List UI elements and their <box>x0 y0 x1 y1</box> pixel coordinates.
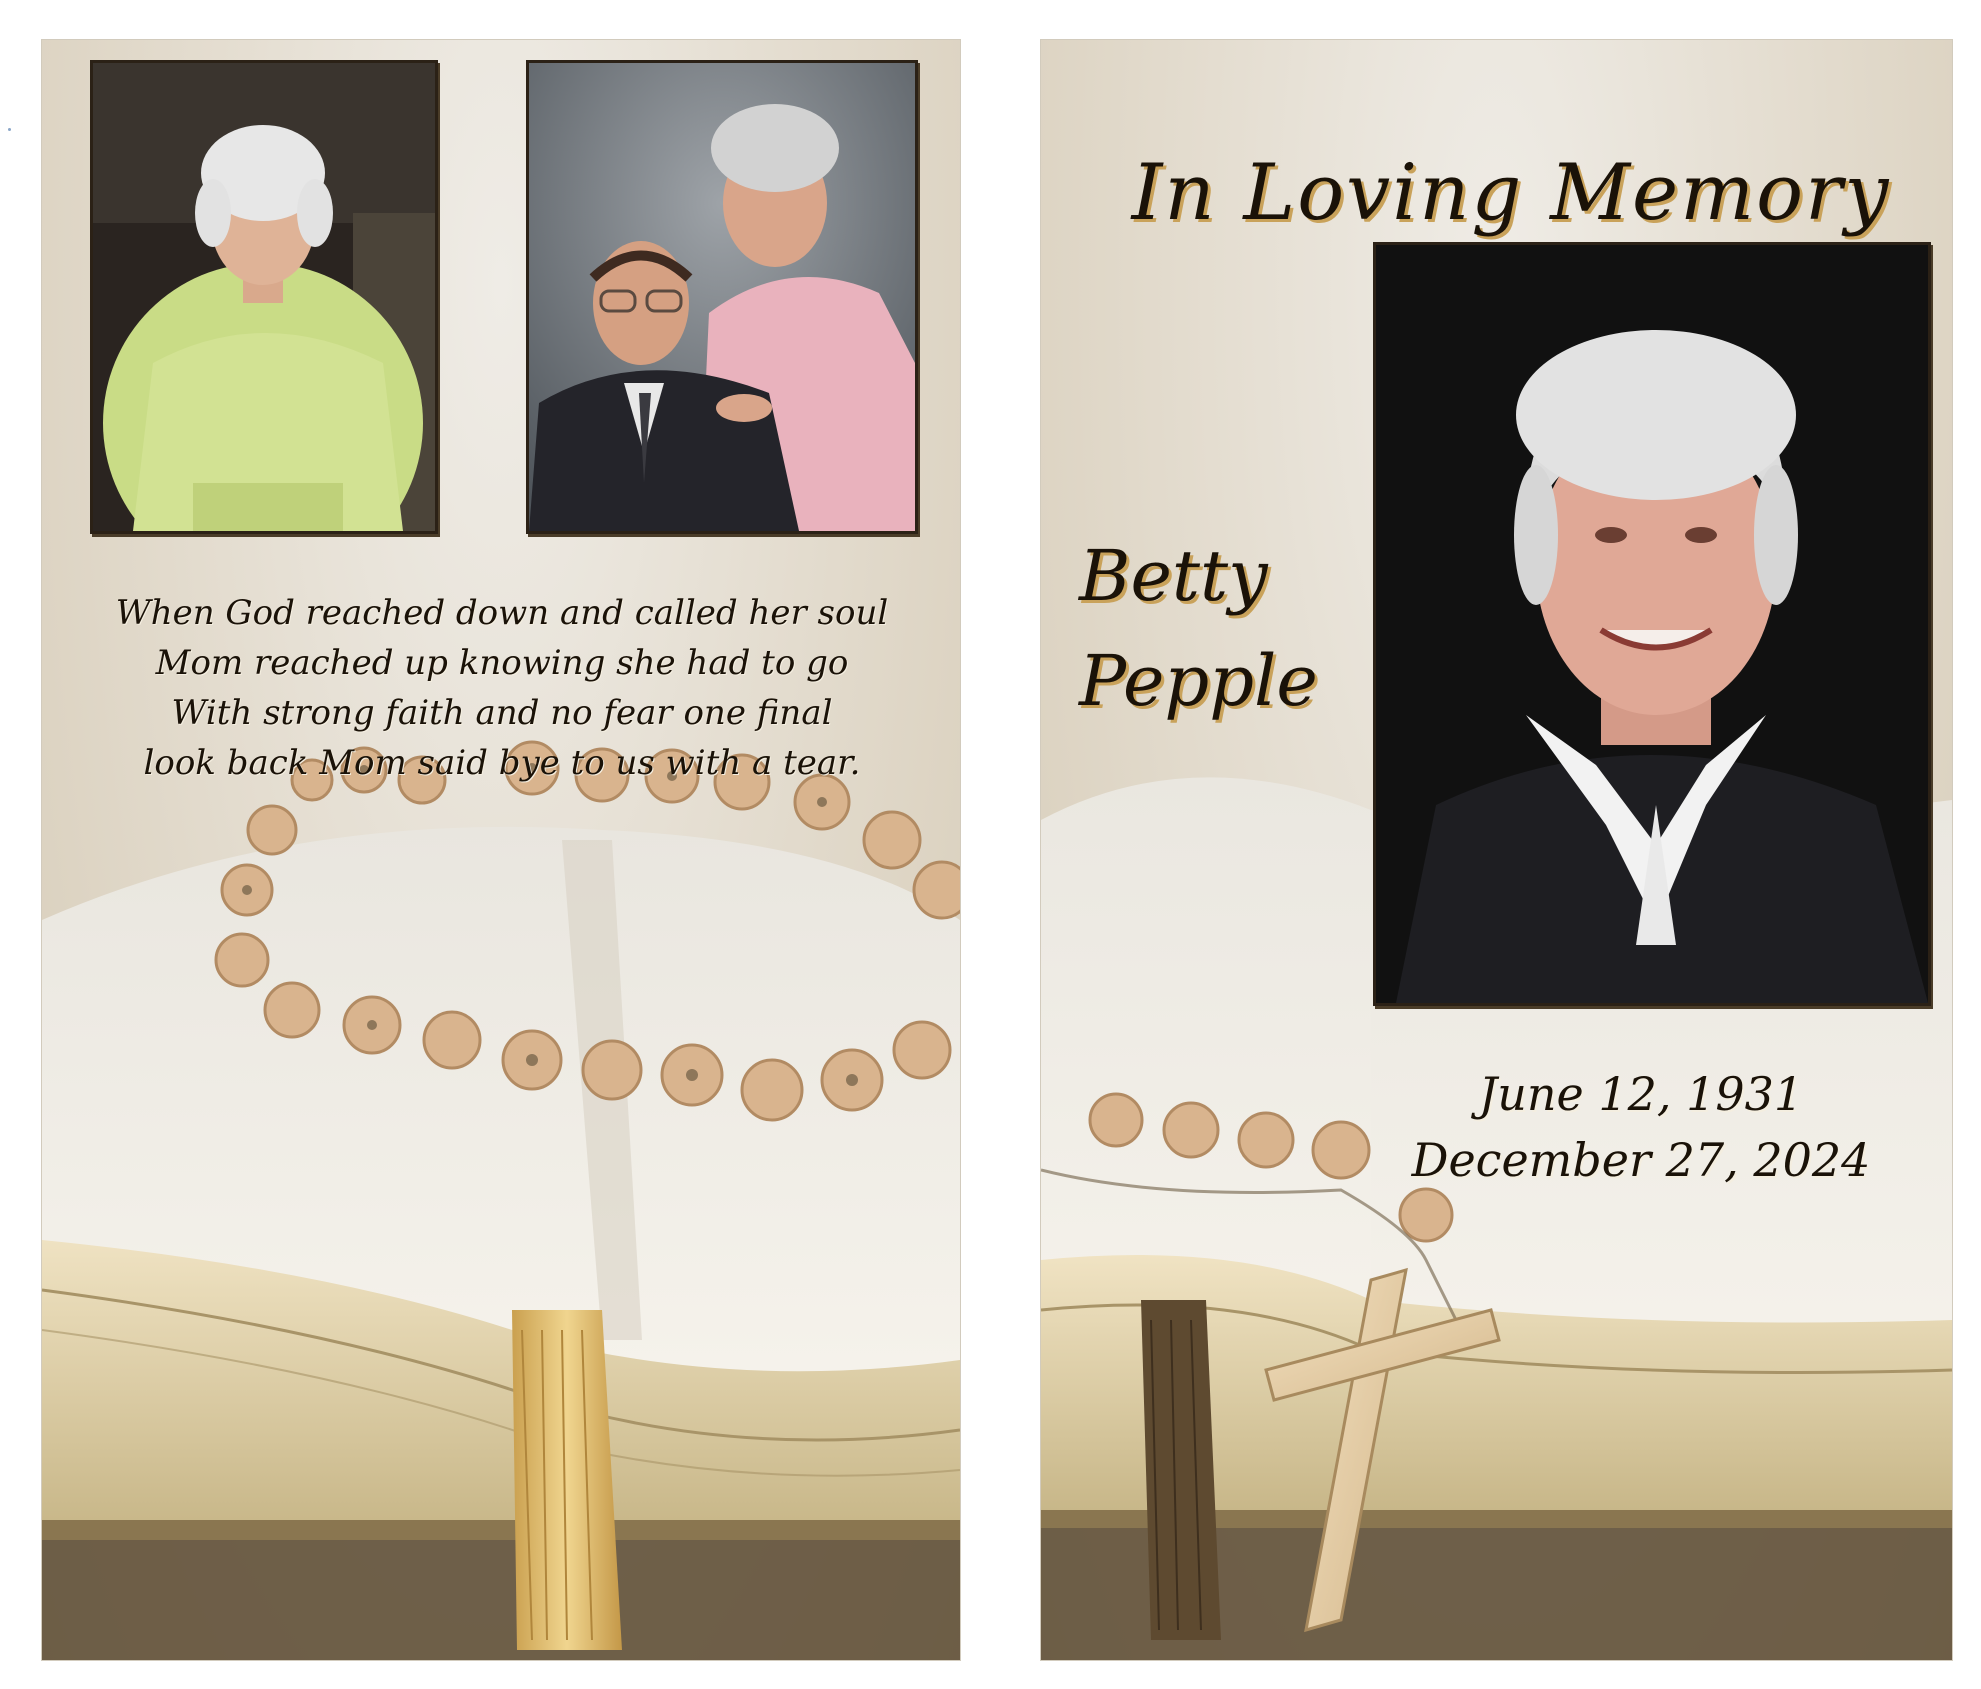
poem-line: Mom reached up knowing she had to go <box>155 643 849 683</box>
photo-couple <box>526 60 918 534</box>
card-title: In Loving Memory <box>1131 148 1891 238</box>
photo-woman-seated <box>90 60 438 534</box>
scan-fleck <box>8 128 11 131</box>
first-name: Betty <box>1079 535 1268 617</box>
memorial-poem <box>102 588 902 788</box>
poem-line: With strong faith and no fear one final <box>171 693 833 733</box>
death-date: December 27, 2024 <box>1411 1133 1871 1187</box>
last-name: Pepple <box>1079 640 1318 722</box>
memorial-card-back <box>42 40 960 1660</box>
memorial-card-front <box>1041 40 1952 1660</box>
poem-line: When God reached down and called her soul <box>115 593 889 633</box>
poem-line: look back Mom said bye to us with a tear. <box>143 743 861 783</box>
portrait-photo <box>1373 242 1931 1006</box>
birth-date: June 12, 1931 <box>1478 1067 1804 1121</box>
